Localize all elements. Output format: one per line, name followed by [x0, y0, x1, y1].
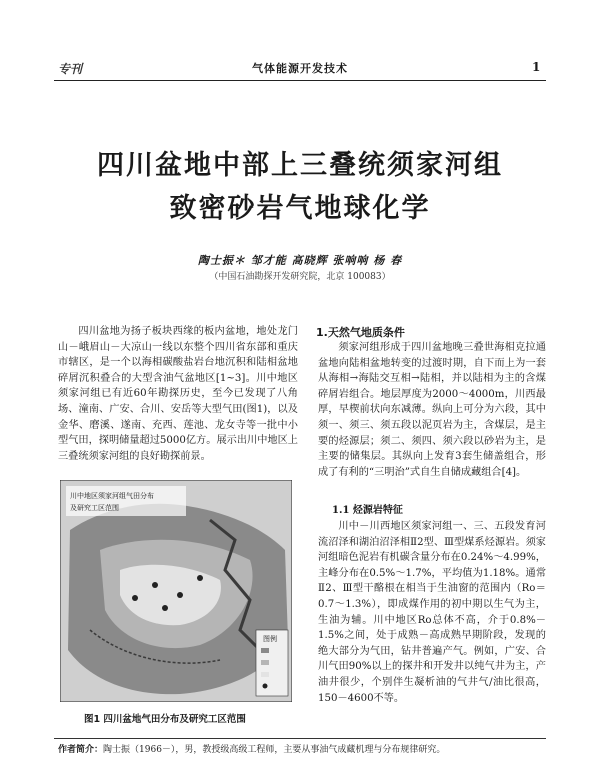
header-rule [54, 80, 546, 81]
legend-swatch [261, 648, 269, 653]
legend-swatch [261, 672, 269, 677]
map-label-line2: 及研究工区范围 [70, 504, 119, 512]
paper-title-line2: 致密砂岩气地球化学 [169, 193, 431, 224]
footnote-label: 作者简介： [58, 745, 104, 755]
paper-title-line1: 四川盆地中部上三叠统须家河组 [97, 150, 503, 181]
map-legend-title: 图例 [263, 635, 277, 643]
gas-field-marker [132, 595, 138, 601]
subsection-1-1-heading: 1.1 烃源岩特征 [332, 505, 403, 516]
author-footnote [58, 742, 445, 755]
footnote-rule [54, 738, 546, 739]
section-1-heading: 1.天然气地质条件 [316, 326, 405, 339]
subsection-1-1-paragraph: 川中－川西地区须家河组一、三、五段发育河流沼泽和湖泊沼泽相Ⅱ2型、Ⅲ型煤系烃源岩。须家河组暗色泥岩有机碳含量分布在0.24%～4.99%，主峰分布在0.5%～1.7%，平均值为1.18%。通常Ⅱ2、Ⅲ型干酪根在相当于生油窗的范围内（Ro＝0.7～1.3%），即成煤作用的初中期以生气为主，生油为辅。川中地区Ro总体不高，介于0.8%－1.5%之间，处于成熟－高成熟早期阶段，发现的绝大部分为气田，钻井普遍产气。例如，广安、合川气田90%以上的探井和开发井以纯气井为主，产油井很少，个别伴生凝析油的气井气/油比很高，150－4600不等。 [318, 521, 546, 704]
gas-field-marker [177, 592, 183, 598]
figure-1-map [60, 480, 292, 702]
legend-swatch [261, 660, 269, 665]
author-list: 陶士振＊ 邹才能 高晓辉 张响响 杨 春 [197, 254, 403, 267]
gas-field-marker [162, 605, 168, 611]
figure-1-caption: 图1 四川盆地气田分布及研究工区范围 [84, 714, 246, 725]
gas-field-marker [197, 575, 203, 581]
gas-field-marker [152, 582, 158, 588]
footnote-text: 陶士振（1966－），男，教授级高级工程师，主要从事油气成藏机理与分布规律研究。 [103, 745, 446, 755]
journal-section-label: 专刊 [58, 62, 83, 76]
page-number: 1 [532, 60, 541, 74]
affiliation: （中国石油勘探开发研究院，北京 100083） [209, 272, 391, 282]
map-label-line1: 川中地区须家河组气田分布 [70, 492, 154, 500]
running-header: 气体能源开发技术 [252, 62, 348, 75]
intro-paragraph: 四川盆地为扬子板块西缘的板内盆地，地处龙门山－峨眉山－大凉山一线以东整个四川省东部和重庆市辖区，是一个以海相碳酸盐岩台地沉积和陆相盆地碎屑沉积叠合的大型含油气盆地区[1~3]。川中地区须家河组已有近60年勘探历史，至今已发现了八角场、潼南、广安、合川、安岳等大型气田(图1)，以及金华、磨溪、遂南、充西、莲池、龙女寺等一批中小型气田，探明储量超过5000亿方。展示出川中地区上三叠统须家河组的良好勘探前景。 [58, 326, 298, 462]
section-1-paragraph: 须家河组形成于四川盆地晚三叠世海相克拉通盆地向陆相盆地转变的过渡时期，自下而上为一套从海相→海陆交互相→陆相，并以陆相为主的含煤碎屑岩组合。地层厚度为2000～4000m，川西最厚，早楔前状向东减薄。纵向上可分为六段，其中须一、须三、须五段以泥页岩为主，含煤层，是主要的烃源层；须二、须四、须六段以砂岩为主，是主要的储集层。其纵向上发育3套生储盖组合，形成了有利的“三明治”式自生自储成藏组合[4]。 [318, 342, 546, 478]
legend-symbol [263, 684, 268, 689]
basin-map-svg [60, 480, 292, 702]
